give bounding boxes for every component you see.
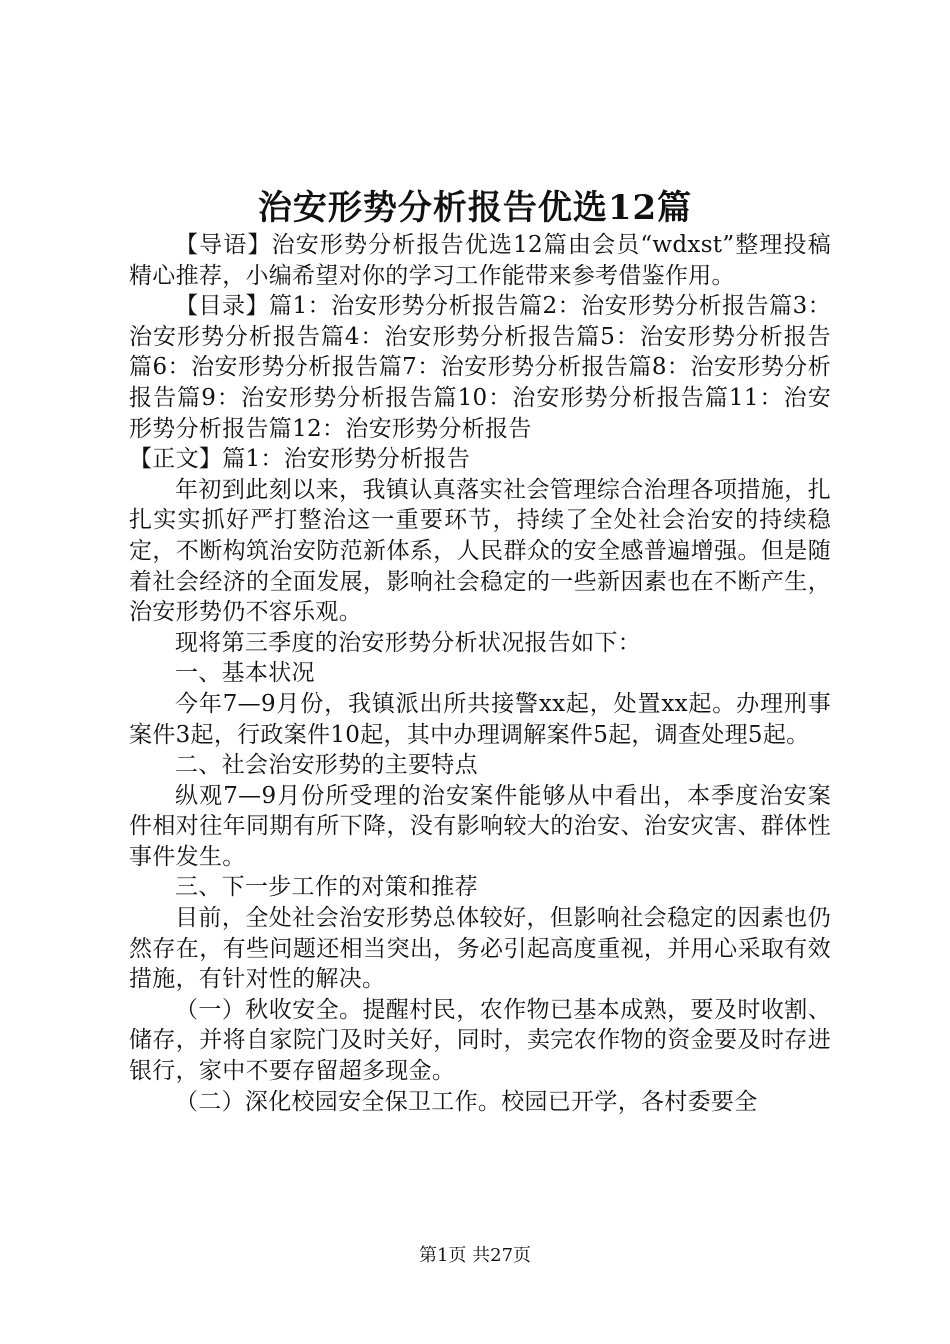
- intro-paragraph: 【导语】治安形势分析报告优选12篇由会员“wdxst”整理投稿精心推荐，小编希望对你的学习工作能带来参考借鉴作用。: [129, 232, 831, 289]
- body-paragraph: 今年7—9月份，我镇派出所共接警xx起，处置xx起。办理刑事案件3起，行政案件10起，其中办理调解案件5起，调查处理5起。: [129, 690, 831, 748]
- document-title: 治安形势分析报告优选12篇: [257, 188, 693, 228]
- body-paragraph: （一）秋收安全。提醒村民，农作物已基本成熟，要及时收割、储存，并将自家院门及时关好，同时，卖完农作物的资金要及时存进银行，家中不要存留超多现金。: [129, 996, 831, 1085]
- page-footer: 第1页 共27页: [418, 1245, 532, 1266]
- document-body: [129, 230, 831, 1117]
- section-heading: 二、社会治安形势的主要特点: [175, 752, 478, 779]
- section-heading: 三、下一步工作的对策和推荐: [175, 874, 478, 901]
- section-heading: 一、基本状况: [175, 660, 315, 687]
- main-text-heading: 【正文】篇1：治安形势分析报告: [129, 446, 471, 473]
- body-paragraph: 年初到此刻以来，我镇认真落实社会管理综合治理各项措施，扎扎实实抓好严打整治这一重要环节，持续了全处社会治安的持续稳定，不断构筑治安防范新体系，人民群众的安全感普遍增强。但是随着社会经济的全面发展，影响社会稳定的一些新因素也在不断产生，治安形势仍不容乐观。: [129, 476, 831, 626]
- body-paragraph: 现将第三季度的治安形势分析状况报告如下：: [175, 629, 641, 656]
- toc-paragraph: 【目录】篇1：治安形势分析报告篇2：治安形势分析报告篇3：治安形势分析报告篇4：治安形势分析报告篇5：治安形势分析报告篇6：治安形势分析报告篇7：治安形势分析报告篇8：治安形势分析报告篇9：治安形势分析报告篇10：治安形势分析报告篇11：治安形势分析报告篇12：治安形势分析报告: [129, 293, 831, 442]
- body-paragraph: 目前，全处社会治安形势总体较好，但影响社会稳定的因素也仍然存在，有些问题还相当突出，务必引起高度重视，并用心采取有效措施，有针对性的解决。: [129, 905, 831, 993]
- body-paragraph: （二）深化校园安全保卫工作。校园已开学，各村委要全: [175, 1088, 758, 1115]
- body-paragraph: 纵观7—9月份所受理的治安案件能够从中看出，本季度治安案件相对往年同期有所下降，没有影响较大的治安、治安灾害、群体性事件发生。: [129, 782, 831, 870]
